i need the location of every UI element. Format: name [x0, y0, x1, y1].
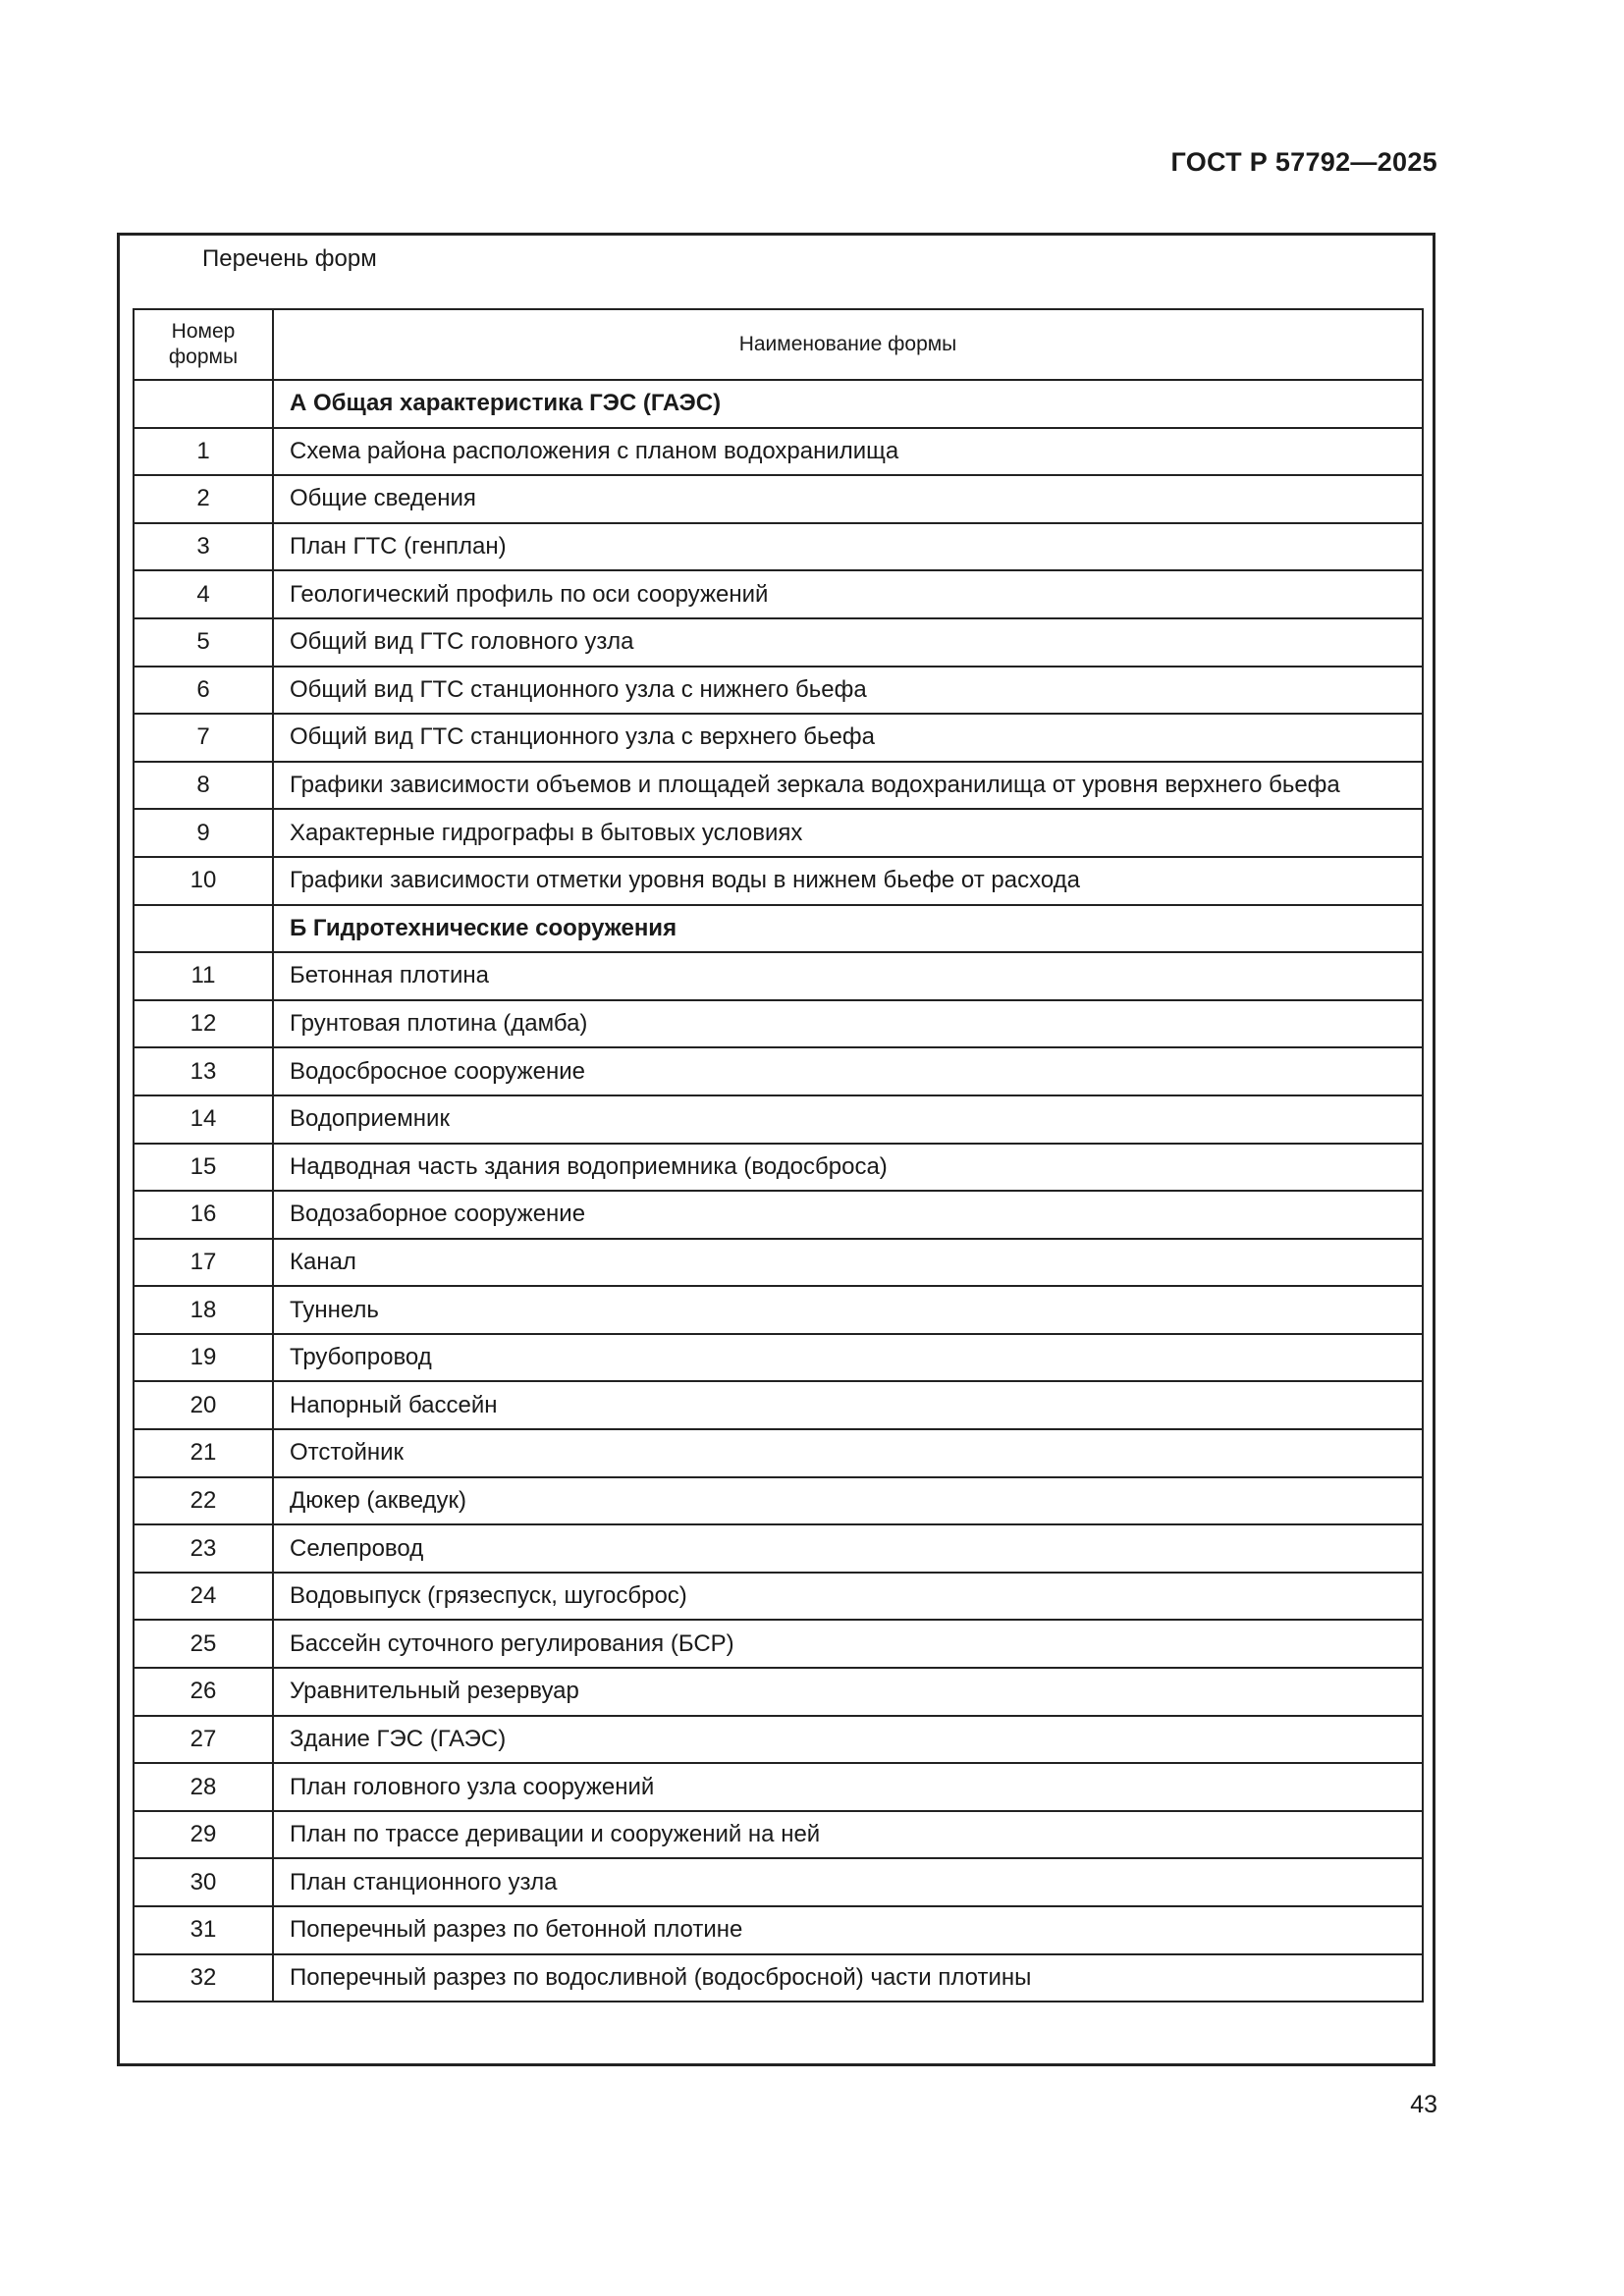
table-row	[134, 714, 1423, 762]
form-name-cell: Канал	[273, 1239, 1423, 1287]
form-number-cell: 21	[134, 1429, 273, 1477]
table-row	[134, 1334, 1423, 1382]
form-name-cell: Бассейн суточного регулирования (БСР)	[273, 1620, 1423, 1668]
table-row	[134, 1286, 1423, 1334]
form-number-cell: 16	[134, 1191, 273, 1239]
table-row	[134, 475, 1423, 523]
form-number-cell: 4	[134, 570, 273, 618]
form-number-cell: 3	[134, 523, 273, 571]
form-number-cell	[134, 905, 273, 953]
table-row	[134, 952, 1423, 1000]
table-row	[134, 1047, 1423, 1095]
table-row	[134, 1381, 1423, 1429]
header-form-name: Наименование формы	[273, 309, 1423, 380]
table-row	[134, 1668, 1423, 1716]
form-number-cell: 28	[134, 1763, 273, 1811]
form-name-cell: Надводная часть здания водоприемника (водосброса)	[273, 1144, 1423, 1192]
section-row	[134, 380, 1423, 428]
form-number-cell: 24	[134, 1573, 273, 1621]
section-title-cell: Б Гидротехнические сооружения	[273, 905, 1423, 953]
table-header-row	[134, 309, 1423, 380]
table-row	[134, 1000, 1423, 1048]
form-name-cell: Водовыпуск (грязеспуск, шугосброс)	[273, 1573, 1423, 1621]
form-number-cell: 10	[134, 857, 273, 905]
form-number-cell: 2	[134, 475, 273, 523]
forms-table	[133, 308, 1424, 2002]
table-row	[134, 857, 1423, 905]
form-number-cell: 5	[134, 618, 273, 667]
table-row	[134, 1095, 1423, 1144]
form-number-cell: 11	[134, 952, 273, 1000]
form-name-cell: Дюкер (акведук)	[273, 1477, 1423, 1525]
form-number-cell: 17	[134, 1239, 273, 1287]
form-name-cell: Здание ГЭС (ГАЭС)	[273, 1716, 1423, 1764]
form-name-cell: План станционного узла	[273, 1858, 1423, 1906]
form-name-cell: Бетонная плотина	[273, 952, 1423, 1000]
form-name-cell: План по трассе деривации и сооружений на ней	[273, 1811, 1423, 1859]
form-number-cell: 7	[134, 714, 273, 762]
form-number-cell: 22	[134, 1477, 273, 1525]
table-row	[134, 1239, 1423, 1287]
form-name-cell: Общий вид ГТС станционного узла с нижнего бьефа	[273, 667, 1423, 715]
table-row	[134, 809, 1423, 857]
form-number-cell: 29	[134, 1811, 273, 1859]
table-row	[134, 1906, 1423, 1954]
form-number-cell: 27	[134, 1716, 273, 1764]
table-row	[134, 1954, 1423, 2002]
table-row	[134, 1191, 1423, 1239]
form-name-cell: Туннель	[273, 1286, 1423, 1334]
table-row	[134, 1477, 1423, 1525]
table-row	[134, 1429, 1423, 1477]
table-row	[134, 1716, 1423, 1764]
forms-frame	[117, 233, 1435, 2066]
form-number-cell: 12	[134, 1000, 273, 1048]
document-code: ГОСТ Р 57792—2025	[1170, 147, 1437, 177]
form-name-cell: Общий вид ГТС станционного узла с верхнего бьефа	[273, 714, 1423, 762]
form-number-cell: 26	[134, 1668, 273, 1716]
table-row	[134, 667, 1423, 715]
header-form-number: Номер формы	[134, 309, 273, 380]
form-number-cell: 32	[134, 1954, 273, 2002]
table-body	[134, 380, 1423, 2002]
form-number-cell: 19	[134, 1334, 273, 1382]
table-row	[134, 570, 1423, 618]
table-row	[134, 618, 1423, 667]
table-row	[134, 1620, 1423, 1668]
form-number-cell: 20	[134, 1381, 273, 1429]
form-number-cell: 18	[134, 1286, 273, 1334]
table-row	[134, 1524, 1423, 1573]
form-name-cell: Напорный бассейн	[273, 1381, 1423, 1429]
frame-title: Перечень форм	[202, 245, 377, 272]
form-name-cell: Поперечный разрез по водосливной (водосбросной) части плотины	[273, 1954, 1423, 2002]
form-number-cell: 13	[134, 1047, 273, 1095]
form-name-cell: Общие сведения	[273, 475, 1423, 523]
form-number-cell: 6	[134, 667, 273, 715]
table-row	[134, 762, 1423, 810]
form-number-cell: 23	[134, 1524, 273, 1573]
form-number-cell: 31	[134, 1906, 273, 1954]
form-name-cell: Схема района расположения с планом водохранилища	[273, 428, 1423, 476]
form-name-cell: Водозаборное сооружение	[273, 1191, 1423, 1239]
form-name-cell: Поперечный разрез по бетонной плотине	[273, 1906, 1423, 1954]
table-row	[134, 523, 1423, 571]
form-name-cell: Графики зависимости отметки уровня воды в нижнем бьефе от расхода	[273, 857, 1423, 905]
form-name-cell: Водосбросное сооружение	[273, 1047, 1423, 1095]
form-number-cell	[134, 380, 273, 428]
form-name-cell: Селепровод	[273, 1524, 1423, 1573]
form-name-cell: План ГТС (генплан)	[273, 523, 1423, 571]
table-row	[134, 428, 1423, 476]
section-row	[134, 905, 1423, 953]
form-name-cell: Характерные гидрографы в бытовых условиях	[273, 809, 1423, 857]
form-name-cell: План головного узла сооружений	[273, 1763, 1423, 1811]
form-number-cell: 1	[134, 428, 273, 476]
form-name-cell: Грунтовая плотина (дамба)	[273, 1000, 1423, 1048]
table-row	[134, 1144, 1423, 1192]
form-name-cell: Водоприемник	[273, 1095, 1423, 1144]
form-number-cell: 9	[134, 809, 273, 857]
form-name-cell: Графики зависимости объемов и площадей зеркала водохранилища от уровня верхнего бьефа	[273, 762, 1423, 810]
table-row	[134, 1763, 1423, 1811]
form-name-cell: Отстойник	[273, 1429, 1423, 1477]
table-row	[134, 1811, 1423, 1859]
form-number-cell: 30	[134, 1858, 273, 1906]
section-title-cell: А Общая характеристика ГЭС (ГАЭС)	[273, 380, 1423, 428]
page-number: 43	[1410, 2091, 1437, 2118]
form-name-cell: Геологический профиль по оси сооружений	[273, 570, 1423, 618]
form-number-cell: 8	[134, 762, 273, 810]
form-number-cell: 15	[134, 1144, 273, 1192]
form-name-cell: Общий вид ГТС головного узла	[273, 618, 1423, 667]
form-name-cell: Трубопровод	[273, 1334, 1423, 1382]
form-number-cell: 14	[134, 1095, 273, 1144]
form-number-cell: 25	[134, 1620, 273, 1668]
form-name-cell: Уравнительный резервуар	[273, 1668, 1423, 1716]
table-row	[134, 1573, 1423, 1621]
table-row	[134, 1858, 1423, 1906]
